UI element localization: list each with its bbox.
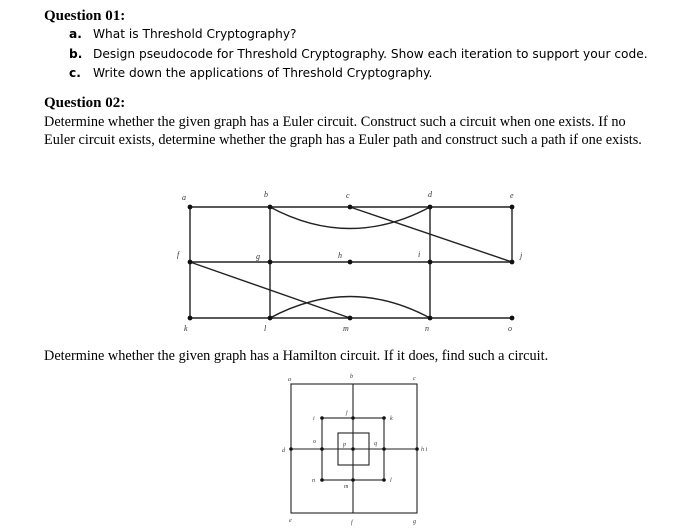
vertex-label-n: n [312,478,315,484]
vertex-label-h: h [338,251,342,260]
vertex-label-j: j [346,410,348,416]
vertex-label-k: k [390,416,393,422]
vertex-label-g: g [256,252,260,261]
vertex-label-a: a [288,377,291,383]
question-2-title: Question 02: [44,95,126,111]
question-1-title: Question 01: [44,8,126,24]
vertex-label-c: c [413,376,416,382]
vertex-label-m: m [344,484,349,490]
vertex-label-l: l [390,478,392,484]
vertex-label-e: e [510,191,514,200]
question-2-line-1: Determine whether the given graph has a Euler circuit. Construct such a circuit when one exists. If no [44,114,626,130]
item-text: Write down the applications of Threshold Cryptography. [93,66,433,80]
hamilton-question: Determine whether the given graph has a Hamilton circuit. If it does, find such a circuit. [44,348,549,364]
item-label: c. [69,66,81,80]
vertex-label-a: a [182,193,186,202]
vertex-label-n: n [425,324,429,333]
vertex-label-k: k [184,324,188,333]
vertex-label-c: c [346,191,350,200]
vertex-label-m: m [343,324,349,333]
vertex-label-f: f [351,520,353,526]
vertex-label-b: b [350,374,353,380]
vertex-label-q: q [374,441,377,447]
vertex-label-i: i [313,416,315,422]
vertex-label-b: b [264,190,268,199]
vertex-label-l: l [264,324,267,333]
vertex-label-o: o [313,439,316,445]
vertex-label-e: e [289,518,292,524]
vertex-label-g: g [413,519,416,525]
vertex-label-d: d [428,190,432,199]
vertex-label-h-i: h i [421,447,428,453]
vertex-label-p: p [343,442,346,448]
item-label: b. [69,47,83,61]
question-2-line-2: Euler circuit exists, determine whether the graph has a Euler path and construct such a path if one exists. [44,132,642,148]
vertex-label-d: d [282,448,285,454]
item-text: What is Threshold Cryptography? [93,27,297,41]
item-text: Design pseudocode for Threshold Cryptography. Show each iteration to support your code. [93,47,648,61]
vertex-label-i: i [418,250,421,259]
vertex-label-f: f [177,250,180,259]
vertex-label-j: j [520,251,523,260]
vertex-label-o: o [508,324,512,333]
item-label: a. [69,27,82,41]
